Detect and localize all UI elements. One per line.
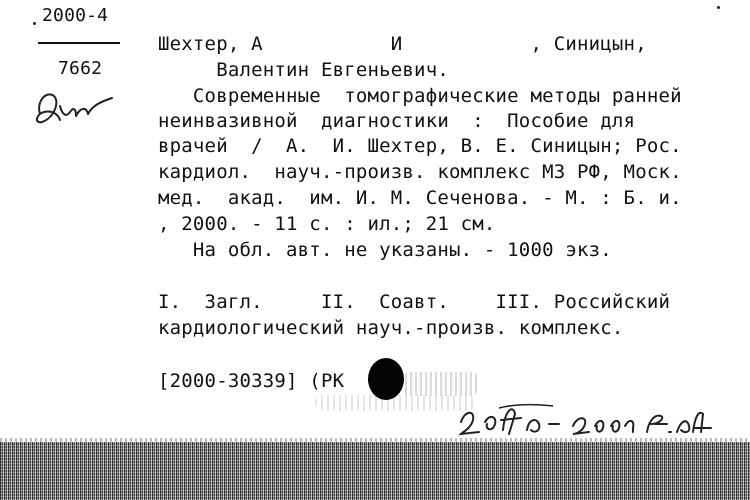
corner-mark [717, 6, 720, 9]
scan-artifact-band [0, 442, 750, 500]
author-line-cont: Валентин Евгеньевич. [158, 59, 449, 81]
ink-blot [368, 358, 404, 400]
handwritten-note [455, 400, 715, 440]
accession-number: 7662 [58, 58, 103, 79]
tracings-line: кардиологический науч.-произв. комплекс. [158, 317, 624, 339]
statement-line: врачей / А. И. Шехтер, В. Е. Синицын; Рос. [158, 135, 682, 157]
record-number: [2000-30339] (РК [158, 370, 345, 392]
corner-mark [33, 22, 36, 25]
ink-smudge [315, 395, 475, 411]
imprint-line: мед. акад. им. И. М. Сеченова. - М. : Б. и. [158, 187, 682, 209]
divider-rule [38, 42, 120, 44]
ink-smudge [400, 372, 480, 396]
author-line: Шехтер, А И , Синицын, [158, 33, 647, 55]
title-line: Современные томографические методы ранней [158, 85, 682, 107]
imprint-line: , 2000. - 11 с. : ил.; 21 см. [158, 213, 496, 235]
handwritten-initials [30, 84, 120, 134]
statement-line: кардиол. науч.-произв. комплекс МЗ РФ, Моск. [158, 161, 682, 183]
tracings-line: I. Загл. II. Соавт. III. Российский [158, 291, 671, 313]
call-number: 2000-4 [42, 5, 109, 26]
title-line: неинвазивной диагностики : Пособие для [158, 110, 636, 132]
note-line: На обл. авт. не указаны. - 1000 экз. [158, 239, 612, 261]
